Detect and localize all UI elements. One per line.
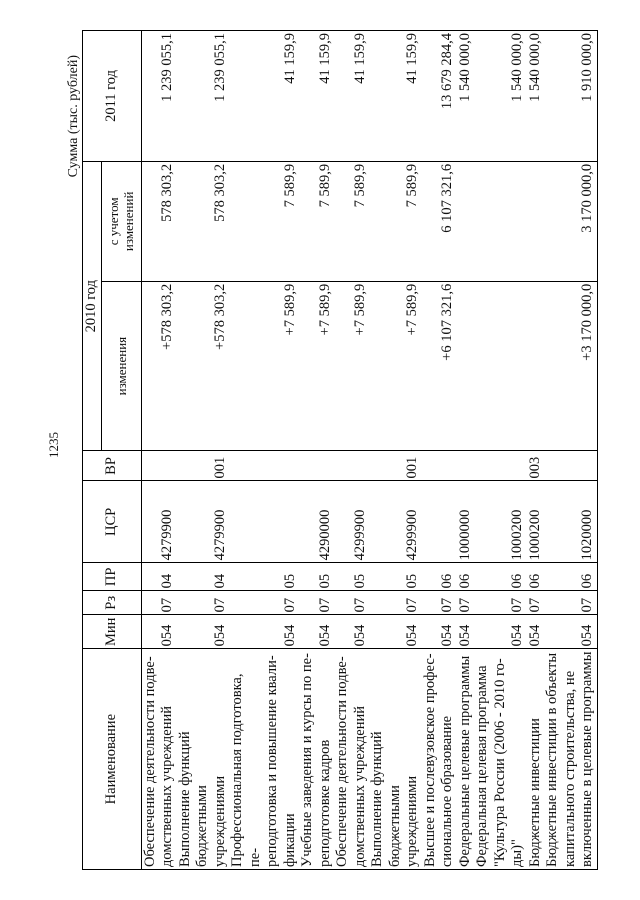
row-rz: 07 [177,591,230,615]
header-rz: Рз [83,591,142,615]
row-rz: 07 [457,591,475,615]
row-changes: +7 589,9 [229,281,299,451]
row-name [544,649,597,870]
row-pr: 06 [422,563,457,591]
row-rz: 07 [229,591,299,615]
row-name [229,649,299,870]
row-with-changes: 7 589,9 [334,161,369,281]
row-vr [544,451,597,481]
table-row [544,31,597,870]
header-pr: ПР [83,563,142,591]
row-2011: 41 159,9 [334,31,369,162]
row-with-changes: 7 589,9 [299,161,334,281]
row-changes: +3 170 000,0 [544,281,597,451]
row-2011: 13 679 284,4 [422,31,457,162]
row-vr [474,451,527,481]
row-min: 054 [369,615,422,649]
header-csr: ЦСР [83,481,142,563]
row-csr [229,481,299,563]
header-name: Наименование [83,649,142,870]
row-min: 054 [177,615,230,649]
row-rz: 07 [544,591,597,615]
table-row [457,31,475,870]
table-row [474,31,527,870]
row-name-line: домственных учреждений [159,706,175,867]
row-2011: 41 159,9 [229,31,299,162]
page-number: 1235 [46,432,61,458]
row-min: 054 [457,615,475,649]
row-name-line: реподготовке кадров [316,739,333,867]
row-rz: 07 [527,591,545,615]
row-csr: 4299900 [334,481,369,563]
row-rz: 07 [299,591,334,615]
row-min: 054 [334,615,369,649]
row-name [474,649,527,870]
row-name-line: Федеральная целевая программа [474,665,490,867]
row-vr: 003 [527,451,545,481]
row-name-line: Учебные заведения и курсы по пе- [299,653,315,867]
row-min: 054 [527,615,545,649]
table-row [422,31,457,870]
row-2011: 1 540 000,0 [474,31,527,162]
row-changes: +7 589,9 [299,281,334,451]
row-changes [474,281,527,451]
row-name-line: "Культура России (2006 - 2010 го- [491,658,508,867]
row-rz: 07 [141,591,177,615]
row-min: 054 [141,615,177,649]
header-with-changes-line1: с учетом [106,197,121,246]
header-min: Мин [83,615,142,649]
row-name-line: реподготовка и повышение квали- [264,655,280,867]
table-body [141,31,597,870]
row-pr: 06 [474,563,527,591]
row-name [527,649,545,870]
table-row [177,31,230,870]
units-caption: Сумма (тыс. рублей) [66,55,81,178]
row-name-line: ды)" [509,839,525,867]
row-pr: 06 [544,563,597,591]
header-with-changes [101,161,141,281]
row-with-changes: 3 170 000,0 [544,161,597,281]
row-rz: 07 [474,591,527,615]
row-name-line: учреждениями [404,775,420,867]
row-csr: 4279900 [141,481,177,563]
row-changes: +578 303,2 [177,281,230,451]
table-row [229,31,299,870]
row-name-line: фикации [281,813,298,867]
row-vr [457,451,475,481]
row-name [369,649,422,870]
row-changes: +7 589,9 [334,281,369,451]
row-2011: 1 540 000,0 [527,31,545,162]
row-name [422,649,457,870]
table-row [334,31,369,870]
row-name-line: домственных учреждений [351,706,368,867]
row-name-line: Профессиональная подготовка, пе- [229,673,263,867]
table-row [141,31,177,870]
row-name [177,649,230,870]
row-min: 054 [299,615,334,649]
row-name [457,649,475,870]
row-csr [422,481,457,563]
row-csr: 4279900 [177,481,230,563]
row-vr [334,451,369,481]
row-csr: 1000200 [527,481,545,563]
header-changes: изменения [101,281,141,451]
row-min: 054 [474,615,527,649]
row-changes [527,281,545,451]
header-vr: ВР [83,451,142,481]
row-with-changes [527,161,545,281]
row-csr: 1000000 [457,481,475,563]
row-name-line: Выполнение функций бюджетными [369,731,403,867]
table-row [369,31,422,870]
row-vr [422,451,457,481]
table-row [299,31,334,870]
row-name-line: капитального строительства, не [561,670,578,867]
row-vr [141,451,177,481]
row-min: 054 [229,615,299,649]
row-name-line: включенные в целевые программы [579,651,595,867]
row-csr: 4299900 [369,481,422,563]
row-name [141,649,177,870]
row-name-line: учреждениями [211,775,228,867]
row-name-line: Бюджетные инвестиции в объекты [544,652,560,867]
row-name [299,649,334,870]
row-rz: 07 [422,591,457,615]
row-name-line: Выполнение функций бюджетными [176,731,210,867]
row-name-line: Обеспечение деятельности подве- [141,656,158,867]
row-with-changes: 578 303,2 [177,161,230,281]
row-2011: 41 159,9 [299,31,334,162]
row-name-line: Высшее и послевузовское профес- [421,653,438,867]
row-pr: 04 [177,563,230,591]
row-2011: 41 159,9 [369,31,422,162]
row-pr: 05 [369,563,422,591]
row-rz: 07 [334,591,369,615]
row-with-changes: 7 589,9 [369,161,422,281]
row-name-line: сиональное образование [439,715,455,867]
row-changes: +6 107 321,6 [422,281,457,451]
row-changes: +7 589,9 [369,281,422,451]
row-name-line: Федеральные целевые программы [456,655,473,867]
row-with-changes: 7 589,9 [229,161,299,281]
row-with-changes: 578 303,2 [141,161,177,281]
row-min: 054 [544,615,597,649]
row-2011: 1 540 000,0 [457,31,475,162]
row-changes: +578 303,2 [141,281,177,451]
header-year-2010: 2010 год [83,161,102,451]
row-min: 054 [422,615,457,649]
row-2011: 1 239 055,1 [141,31,177,162]
budget-table [82,30,598,870]
row-with-changes [474,161,527,281]
table-row [527,31,545,870]
header-with-changes-line2: изменений [121,191,136,252]
row-2011: 1 239 055,1 [177,31,230,162]
row-pr: 05 [334,563,369,591]
row-pr: 06 [527,563,545,591]
row-name-line: Бюджетные инвестиции [526,718,543,867]
row-pr: 05 [299,563,334,591]
row-csr: 1000200 [474,481,527,563]
row-vr [299,451,334,481]
row-pr: 05 [229,563,299,591]
row-name-line: Обеспечение деятельности подве- [334,656,350,867]
header-year-2011: 2011 год [83,31,142,162]
row-with-changes: 6 107 321,6 [422,161,457,281]
row-vr [229,451,299,481]
row-changes [457,281,475,451]
row-pr: 06 [457,563,475,591]
row-csr: 1020000 [544,481,597,563]
row-csr: 4290000 [299,481,334,563]
row-rz: 07 [369,591,422,615]
row-2011: 1 910 000,0 [544,31,597,162]
row-with-changes [457,161,475,281]
row-name [334,649,369,870]
row-vr: 001 [177,451,230,481]
row-pr: 04 [141,563,177,591]
row-vr: 001 [369,451,422,481]
